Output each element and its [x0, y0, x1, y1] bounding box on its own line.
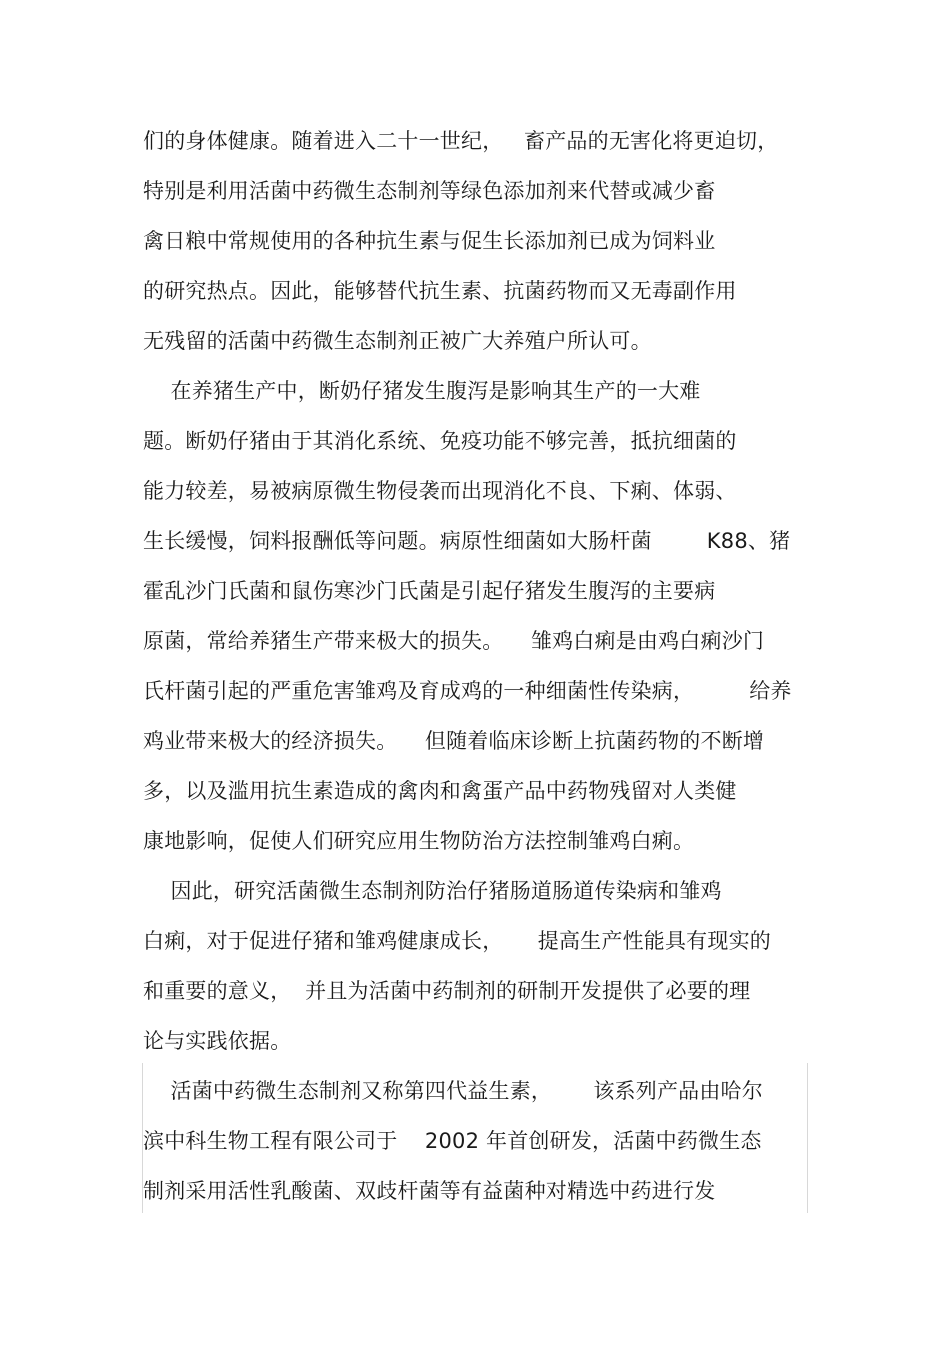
text-line: 氏杆菌引起的严重危害雏鸡及育成鸡的一种细菌性传染病， 给养: [143, 679, 792, 703]
text-line: 白痢，对于促进仔猪和雏鸡健康成长， 提高生产性能具有现实的: [143, 929, 771, 953]
text-line: 生长缓慢，饲料报酬低等问题。病原性细菌如大肠杆菌 K88、猪: [143, 529, 791, 553]
text-line: 康地影响，促使人们研究应用生物防治方法控制雏鸡白痢。: [143, 829, 695, 853]
text-line: 霍乱沙门氏菌和鼠伤寒沙门氏菌是引起仔猪发生腹泻的主要病: [143, 579, 716, 603]
text-line: 在养猪生产中，断奶仔猪发生腹泻是影响其生产的一大难: [143, 379, 701, 403]
text-line: 禽日粮中常规使用的各种抗生素与促生长添加剂已成为饲料业: [143, 229, 716, 253]
text-line: 无残留的活菌中药微生态制剂正被广大养殖户所认可。: [143, 329, 652, 353]
text-line: 多，以及滥用抗生素造成的禽肉和禽蛋产品中药物残留对人类健: [143, 779, 737, 803]
text-line: 们的身体健康。随着进入二十一世纪， 畜产品的无害化将更迫切，: [143, 129, 779, 153]
text-line: 活菌中药微生态制剂又称第四代益生素， 该系列产品由哈尔: [143, 1079, 763, 1103]
text-line: 鸡业带来极大的经济损失。 但随着临床诊断上抗菌药物的不断增: [143, 729, 765, 753]
text-line: 原菌，常给养猪生产带来极大的损失。 雏鸡白痢是由鸡白痢沙门: [143, 629, 765, 653]
text-line: 滨中科生物工程有限公司于 2002 年首创研发，活菌中药微生态: [143, 1129, 762, 1153]
text-line: 的研究热点。因此，能够替代抗生素、抗菌药物而又无毒副作用: [143, 279, 737, 303]
text-line: 制剂采用活性乳酸菌、双歧杆菌等有益菌种对精选中药进行发: [143, 1179, 716, 1203]
text-line: 因此，研究活菌微生态制剂防治仔猪肠道肠道传染病和雏鸡: [143, 879, 722, 903]
text-line: 题。断奶仔猪由于其消化系统、免疫功能不够完善，抵抗细菌的: [143, 429, 737, 453]
text-line: 论与实践依据。: [143, 1029, 292, 1053]
text-line: 特别是利用活菌中药微生态制剂等绿色添加剂来代替或减少畜: [143, 179, 716, 203]
text-line: 能力较差，易被病原微生物侵袭而出现消化不良、下痢、体弱、: [143, 479, 737, 503]
text-line: 和重要的意义， 并且为活菌中药制剂的研制开发提供了必要的理: [143, 979, 751, 1003]
